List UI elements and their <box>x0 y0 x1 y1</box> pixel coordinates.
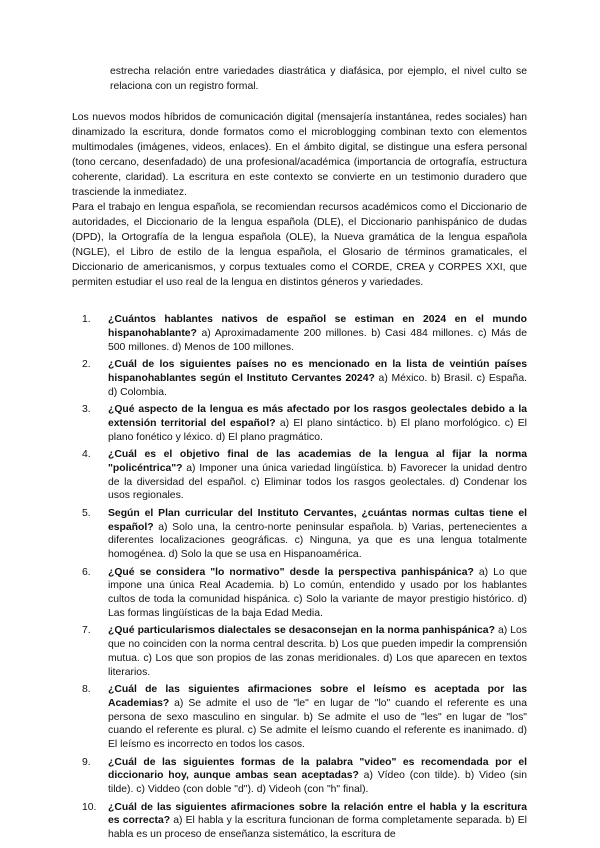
question-number: 5. <box>82 507 91 519</box>
answer-options: a) El plano sintáctico. b) El plano morfológico. c) El plano fonético y léxico. d) El plano pragmático. <box>108 417 527 443</box>
list-item <box>72 403 527 444</box>
question-text: ¿Cuál de las siguientes afirmaciones sobre el leísmo es aceptada por las Academias? <box>108 684 527 709</box>
answer-options: a) Lo que impone una única Real Academia. b) Lo común, entendido y usado por los hablantes cultos de toda la comunidad hispánica. c) Solo la variante de mayor prestigio histórico. d) Las formas lingüísticas de la baja Edad Media. <box>108 566 528 619</box>
list-item <box>72 801 527 842</box>
question-text: ¿Qué particularismos dialectales se desaconsejan en la norma panhispánica? <box>108 625 495 637</box>
answer-options: a) Solo una, la centro-norte peninsular española. b) Varias, pertenecientes a diferentes localizaciones geográficas. c) Ninguna, ya que es una lengua totalmente homogénea. d) Solo la que se usa en Hispanoamérica. <box>108 521 527 561</box>
paragraph-digital-communication: Los nuevos modos híbridos de comunicación digital (mensajería instantánea, redes sociales) han dinamizado la escritura, donde formatos como el microblogging combinan texto con elementos multimodales (imágenes, videos, enlaces). En el ámbito digital, se distingue una esfera personal (tono cercano, desenfadado) de una profesional/académica (importancia de ortografía, estructura coherente, claridad). La escritura en este contexto se convierte en un testimonio duradero que trasciende la inmediatez. <box>72 112 527 199</box>
question-text: Según el Plan curricular del Instituto Cervantes, ¿cuántas normas cultas tiene el español? <box>108 507 527 533</box>
question-number: 6. <box>82 566 91 578</box>
question-number: 10. <box>82 801 97 813</box>
list-item <box>72 624 527 679</box>
answer-options: a) El habla y la escritura funcionan de forma completamente separada. b) El habla es un proceso de enseñanza sistemático, la escritura de <box>108 815 527 841</box>
answer-options: a) Imponer una única variedad lingüística. b) Favorecer la unidad dentro de la diversidad del español. c) Eliminar todos los rasgos geolectales. d) Condenar los usos regionales. <box>108 462 527 502</box>
list-item <box>72 448 527 503</box>
answer-options: a) Se admite el uso de "le" en lugar de "lo" cuando el referente es una persona de sexo masculino en singular. b) Se admite el uso de "les" en lugar de "los" cuando el referente es plural. c) Se admite el leísmo cuando el referente es inanimado. d) El leísmo es incorrecto en todos los casos. <box>108 697 527 751</box>
list-item <box>72 313 527 354</box>
question-number: 3. <box>82 403 91 415</box>
list-item <box>72 566 527 621</box>
answer-options: a) Vídeo (con tilde). b) Video (sin tilde). c) Viddeo (con doble "d"). d) Videoh (con "h" final). <box>108 770 527 796</box>
question-text: ¿Cuál de las siguientes afirmaciones sobre la relación entre el habla y la escritura es correcta? <box>108 801 527 827</box>
question-number: 8. <box>82 684 91 696</box>
intro-continuation: estrecha relación entre variedades diastrática y diafásica, por ejemplo, el nivel culto se relaciona con un registro formal. <box>110 66 527 93</box>
question-number: 4. <box>82 448 91 460</box>
answer-options: a) Los que no coinciden con la norma central descrita. b) Los que pueden impedir la comprensión mutua. c) Los que son propios de las zonas meridionales. d) Los que aparecen en textos literarios. <box>108 625 527 678</box>
paragraph-academic-resources: Para el trabajo en lengua española, se recomiendan recursos académicos como el Diccionario de autoridades, el Diccionario de la lengua española (DLE), el Diccionario panhispánico de dudas (DPD), la Ortografía de la lengua española (OLE), la Nueva gramática de la lengua española (NGLE), el Libro de estilo de la lengua española, el Glosario de términos gramaticales, el Diccionario de americanismos, y corpus textuales como el CORDE, CREA y CORPES XXI, que permiten estudiar el uso real de la lengua en distintos géneros y variedades. <box>72 202 527 289</box>
question-text: ¿Cuántos hablantes nativos de español se estiman en 2024 en el mundo hispanohablante? <box>108 314 527 339</box>
question-number: 9. <box>82 756 91 768</box>
question-number: 7. <box>82 625 91 637</box>
list-item <box>72 756 527 797</box>
question-text: ¿Cuál de los siguientes países no es mencionado en la lista de veintiún países hispanohablantes según el Instituto Cervantes 2024? <box>108 358 527 384</box>
question-text: ¿Cuál de las siguientes formas de la palabra "video" es recomendada por el diccionario hoy, aunque ambas sean aceptadas? <box>108 756 527 782</box>
list-item <box>72 358 527 399</box>
question-text: ¿Cuál es el objetivo final de las academias de la lengua al fijar la norma "policéntrica"? <box>108 448 527 474</box>
answer-options: a) Aproximadamente 200 millones. b) Casi 484 millones. c) Más de 500 millones. d) Menos de 100 millones. <box>108 327 527 353</box>
question-text: ¿Qué se considera "lo normativo" desde la perspectiva panhispánica? <box>108 566 474 578</box>
answer-options: a) México. b) Brasil. c) España. d) Colombia. <box>108 372 527 398</box>
question-number: 1. <box>82 314 91 325</box>
quiz-question-list <box>72 313 527 846</box>
question-text: ¿Qué aspecto de la lengua es más afectado por los rasgos geolectales debido a la extensión territorial del español? <box>108 403 527 429</box>
list-item <box>72 507 527 562</box>
list-item <box>72 683 527 752</box>
question-number: 2. <box>82 358 91 370</box>
